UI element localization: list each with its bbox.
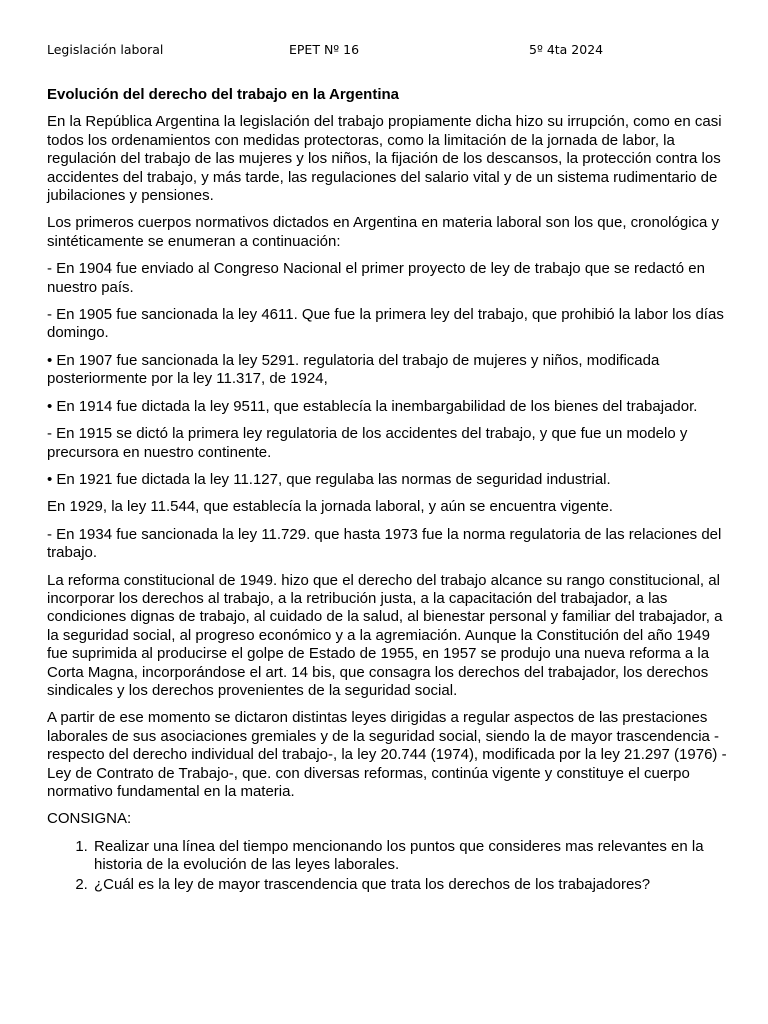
- paragraph-1904: - En 1904 fue enviado al Congreso Nacional el primer proyecto de ley de trabajo que se redactó en nuestro país.: [47, 260, 705, 296]
- paragraph-1929: En 1929, la ley 11.544, que establecía la jornada laboral, y aún se encuentra vigente.: [47, 498, 613, 516]
- paragraph-leyes-posteriores: A partir de ese momento se dictaron distintas leyes dirigidas a regular aspectos de las prestaciones laborales de sus asociaciones gremiales y de la seguridad social, siendo la de mayor trascendencia -respecto del derecho individual del trabajo-, la ley 20.744 (1974), modificada por la ley 21.297 (1976) -Ley de Contrato de Trabajo-, que. con diversas reformas, continúa vigente y constituye el cuerpo normativo fundamental en la materia.: [47, 709, 727, 800]
- document-title: Evolución del derecho del trabajo en la Argentina: [47, 86, 400, 103]
- paragraph-enumeration-intro: Los primeros cuerpos normativos dictados en Argentina en materia laboral son los que, cronológica y sintéticamente se enumeran a continuación:: [47, 214, 720, 250]
- header-subject: Legislación laboral: [47, 42, 164, 57]
- paragraph-1905: - En 1905 fue sancionada la ley 4611. Que fue la primera ley del trabajo, que prohibió la labor los días domingo.: [47, 306, 724, 342]
- header-course: 5º 4ta 2024: [529, 42, 604, 57]
- paragraph-1914: • En 1914 fue dictada la ley 9511, que establecía la inembargabilidad de los bienes del trabajador.: [47, 397, 698, 415]
- paragraph-reforma-1949: La reforma constitucional de 1949. hizo que el derecho del trabajo alcance su rango constitucional, al incorporar los derechos al trabajo, a la retribución justa, a la capacitación del trabajador, a las condiciones dignas de trabajo, al cuidado de la salud, al bienestar personal y familiar del trabajador, a la seguridad social, al progreso económico y a la agremiación. Aunque la Constitución del año 1949 fue suprimida al producirse el golpe de Estado de 1955, en 1957 se produjo una nueva reforma a la Corta Magna, incorporándose el art. 14 bis, que consagra los derechos del trabajador, los derechos sindicales y los derechos provenientes de la seguridad social.: [47, 571, 723, 699]
- task-item: 2. ¿Cuál es la ley de mayor trascendencia que trata los derechos de los trabajadores?: [92, 876, 727, 894]
- paragraph-1915: - En 1915 se dictó la primera ley regulatoria de los accidentes del trabajo, y que fue un modelo y precursora en nuestro continente.: [47, 425, 688, 461]
- paragraph-1907: • En 1907 fue sancionada la ley 5291. regulatoria del trabajo de mujeres y niños, modificada posteriormente por la ley 11.317, de 1924,: [47, 351, 660, 388]
- paragraph-1934: - En 1934 fue sancionada la ley 11.729. que hasta 1973 fue la norma regulatoria de las relaciones del trabajo.: [47, 525, 722, 562]
- header-school: EPET Nº 16: [289, 42, 360, 57]
- document-body: [47, 86, 727, 895]
- paragraph-intro: En la República Argentina la legislación del trabajo propiamente dicha hizo su irrupción, como en casi todos los ordenamientos con medidas protectoras, como la limitación de la jornada de labor, la regulación del trabajo de las mujeres y los niños, la fijación de los descansos, la protección contra los accidentes del trabajo, y más tarde, las regulaciones del salario vital y de un sistema rudimentario de jubilaciones y pensiones.: [47, 113, 722, 205]
- task-item: 1. Realizar una línea del tiempo mencionando los puntos que consideres mas relevantes en la historia de la evolución de las leyes laborales.: [92, 838, 727, 875]
- page-header: [47, 42, 728, 60]
- consigna-label: CONSIGNA:: [47, 810, 132, 828]
- paragraph-1921: • En 1921 fue dictada la ley 11.127, que regulaba las normas de seguridad industrial.: [47, 470, 611, 488]
- task-list: [47, 838, 727, 894]
